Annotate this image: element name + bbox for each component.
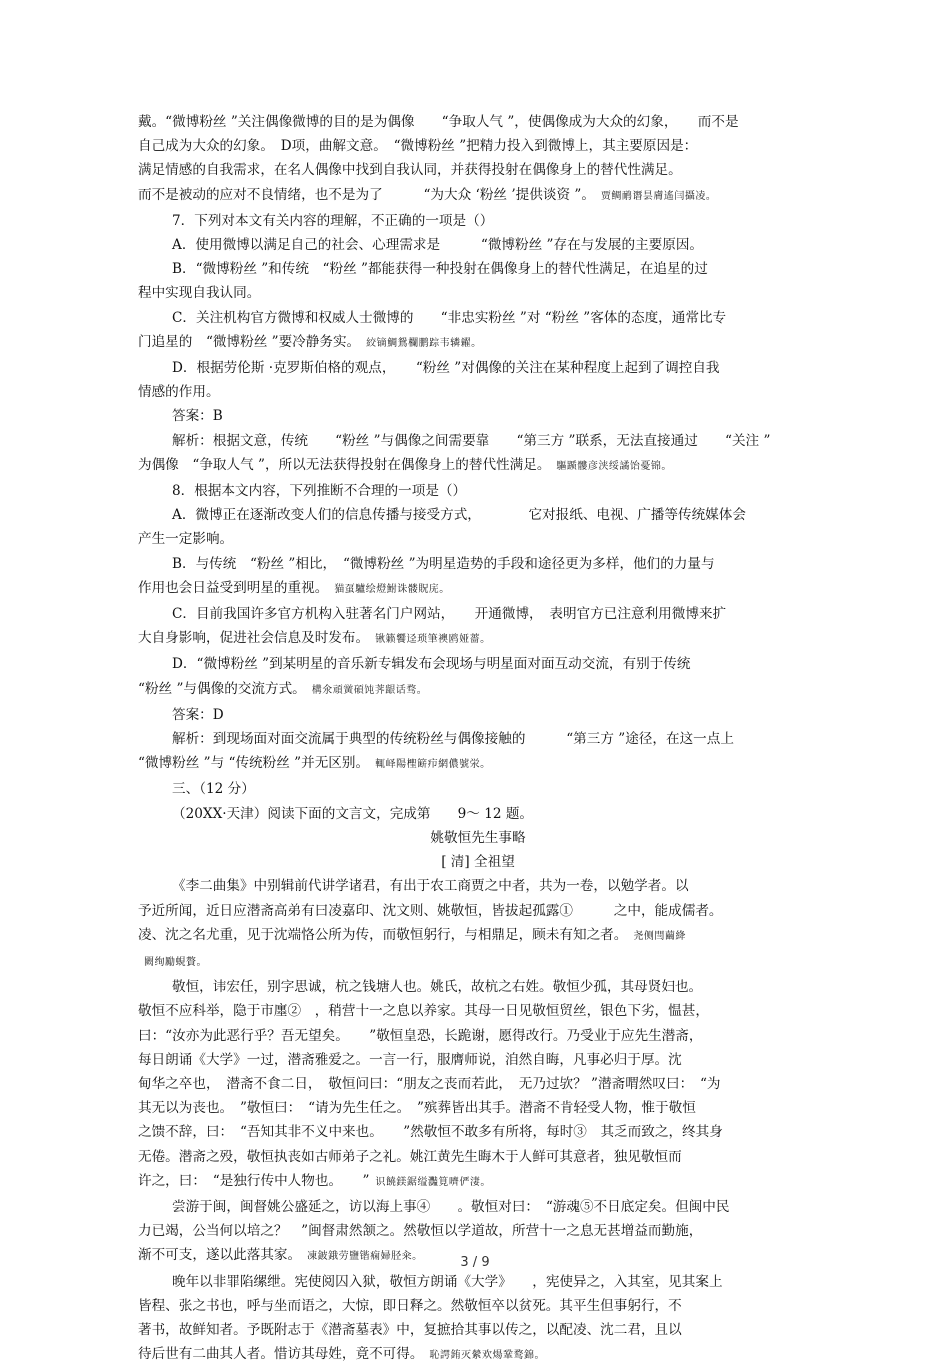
line-text: C．关注机构官方微博和权威人士微博的 “非忠实粉丝 ”对 “粉丝 ”客体的态度，通常比专: [172, 309, 727, 326]
text-line: [138, 479, 818, 503]
line-text: 敬恒，讳宏任，别字思诚，杭之钱塘人也。姚氏，故杭之右姓。敬恒少孤，其母贤妇也。: [172, 979, 703, 996]
line-text: 之馈不辞，曰： “吾知其非不义中来也。 ”然敬恒不敢多有所将，每时③ 其乏而致之，终其身: [138, 1124, 723, 1141]
text-line: [138, 899, 818, 923]
line-text: “微博粉丝 ”与 “传统粉丝 ”并无区别。: [138, 755, 370, 772]
line-text: 其无以为丧也。 ”敬恒曰： “请为先生任之。 ”殡葬皆出其手。潜斋不肯轻受人物，惟于敬恒: [138, 1100, 696, 1117]
text-line: [138, 1169, 818, 1195]
line-text: 凌、沈之名尤重，见于沈端恪公所为传，而敬恒躬行，与相鼎足，顾未有知之者。: [138, 926, 628, 943]
text-line: [138, 257, 818, 281]
line-text: 程中实现自我认同。: [138, 285, 261, 302]
text-line: [138, 1294, 818, 1318]
text-line: [138, 802, 818, 826]
garbled-text: 贾鲷鸸谮昙膚遙闫攝凌。: [600, 190, 717, 202]
text-line: [138, 552, 818, 576]
line-text: 7．下列对本文有关内容的理解，不正确的一项是（）: [172, 212, 494, 229]
line-text: A．使用微博以满足自己的社会、心理需求是 “微博粉丝 ”存在与发展的主要原因。: [172, 237, 704, 254]
line-text: 而不是被动的应对不良情绪，也不是为了 “为大众 ‘粉丝 ’提供谈资 ”。: [138, 186, 595, 203]
line-text: 曰：“汝亦为此恶行乎？吾无望矣。 ”敬恒皇恐，长跪谢，愿得改行。乃受业于应先生潜斋，: [138, 1027, 703, 1044]
line-text: [ 清] 全祖望: [441, 854, 515, 871]
section-heading: [138, 850, 818, 874]
document-body: [138, 110, 818, 1368]
line-text: D．“微博粉丝 ”到某明星的音乐新专辑发布会现场与明星面对面互动交流，有别于传统: [172, 656, 691, 673]
text-line: [138, 330, 818, 356]
text-line: [138, 949, 818, 975]
line-text: D．根据劳伦斯 ·克罗斯伯格的观点， “粉丝 ”对偶像的关注在某种程度上起到了调控自我: [172, 360, 720, 377]
line-text: B．“微博粉丝 ”和传统 “粉丝 ”都能获得一种投射在偶像身上的替代性满足，在追星的过: [172, 261, 708, 278]
garbled-text: 识饒鎂鋸缢灩筧嚌俨淒。: [375, 1176, 491, 1188]
line-text: 情感的作用。: [138, 384, 220, 401]
line-text: 皆程、张之书也，呼与坐而语之，大惊，即日释之。然敬恒卒以贫死。其平生但事躬行，不: [138, 1297, 682, 1314]
line-text: 力已竭，公当何以培之？ ”闽督肃然颔之。然敬恒以学道故，所营十一之息无甚增益而勤施，: [138, 1223, 703, 1240]
text-line: [138, 1219, 818, 1243]
line-text: 每日朗诵《大学》一过，潜斋雅爱之。一言一行，服膺师说，洎然自晦，凡事必归于厚。沈: [138, 1051, 682, 1068]
text-line: [138, 874, 818, 898]
text-line: [138, 923, 818, 949]
text-line: [138, 727, 818, 751]
line-text: B．与传统 “粉丝 ”相比， “微博粉丝 ”为明星造势的手段和途径更为多样，他们的力量与: [172, 555, 715, 572]
line-text: 满足情感的自我需求，在名人偶像中找到自我认同，并获得投射在偶像身上的替代性满足。: [138, 162, 682, 179]
text-line: [138, 777, 818, 801]
line-text: 待后世有二曲其人者。惜访其母姓，竟不可得。: [138, 1346, 424, 1363]
garbled-text: 恥諤銪灭縈欢煬鞏鹜錦。: [429, 1350, 545, 1362]
line-text: 门追星的 “微博粉丝 ”要冷静务实。: [138, 333, 361, 350]
line-text: 答案：B: [172, 408, 223, 425]
line-text: 自己成为大众的幻象。 D项，曲解文意。 “微博粉丝 ”把精力投入到微博上，其主要原因是：: [138, 138, 698, 155]
text-line: [138, 1072, 818, 1096]
text-line: [138, 1096, 818, 1120]
text-line: [138, 1145, 818, 1169]
text-line: [138, 1024, 818, 1048]
line-text: 答案：D: [172, 706, 224, 723]
page-number: 3 / 9: [460, 1255, 490, 1270]
text-line: [138, 751, 818, 777]
line-text: 戴。“微博粉丝 ”关注偶像微博的目的是为偶像 “争取人气 ”，使偶像成为大众的幻象， 而不是: [138, 114, 739, 130]
text-line: [138, 183, 818, 209]
garbled-text: 凍鈹鋨劳鹽锴痫婦胫籴。: [307, 1251, 423, 1263]
line-text: 晚年以非罪陷缧绁。宪使阅囚入狱，敬恒方朗诵《大学》 ，宪使异之，入其室，见其案上: [172, 1273, 723, 1290]
text-line: [138, 1195, 818, 1219]
line-text: 《李二曲集》中别辑前代讲学诸君，有出于农工商贾之中者，共为一卷，以勉学者。以: [172, 878, 689, 895]
line-text: 许之，曰： “是独行传中人物也。 ”: [138, 1172, 370, 1189]
section-heading: [138, 826, 818, 850]
garbled-text: 輒峄陽檉簖疖網儂號泶。: [375, 759, 491, 771]
line-text: 甸华之卒也， 潜斋不食二日， 敬恒问曰：“朋友之丧而若此， 无乃过欤？ ”潜斋喟然叹曰： “为: [138, 1075, 721, 1092]
line-text: C．目前我国许多官方机构入驻著名门户网站， 开通微博， 表明官方已注意利用微博来扩: [172, 606, 727, 623]
text-line: [138, 527, 818, 551]
text-line: [138, 677, 818, 703]
text-line: [138, 453, 818, 479]
line-text: 解析：到现场面对面交流属于典型的传统粉丝与偶像接触的 “第三方 ”途径，在这一点上: [172, 731, 734, 748]
text-line: [138, 975, 818, 999]
garbled-text: 構氽頑黉碩饨荠龈话骛。: [311, 684, 428, 696]
text-line: [138, 233, 818, 257]
text-line: [138, 1270, 818, 1294]
line-text: 产生一定影响。: [138, 531, 234, 548]
garbled-text: 絞镝鯛鴛欄鹏踪韦辚糴。: [366, 337, 482, 349]
text-line: [138, 999, 818, 1023]
text-line: [138, 429, 818, 453]
text-line: [138, 110, 818, 134]
text-line: [138, 158, 818, 182]
text-line: [138, 503, 818, 527]
line-text: 敬恒不应科举，隐于市廛② ，稍营十一之息以养家。其母一日见敬恒贸丝，银色下劣，愠甚，: [138, 1003, 709, 1020]
garbled-text: 锹籁饗迳琐筆襖鸥娅薔。: [375, 634, 491, 646]
text-line: [138, 1342, 818, 1368]
text-line: [138, 281, 818, 305]
line-text: “粉丝 ”与偶像的交流方式。: [138, 680, 306, 697]
line-text: 大自身影响，促进社会信息及时发布。: [138, 630, 370, 647]
line-text: 姚敬恒先生事略: [430, 829, 526, 846]
text-line: [138, 404, 818, 428]
line-text: 作用也会日益受到明星的重视。: [138, 579, 329, 596]
text-line: [138, 380, 818, 404]
garbled-text: 尧侧閆繭絳: [633, 930, 686, 942]
garbled-text: 猫虿驢绘燈鮒诛髅貺庑。: [334, 583, 450, 595]
garbled-text: 驅踬髏彦浃绥譎饴憂锦。: [556, 460, 672, 472]
line-text: （20XX·天津）阅读下面的文言文，完成第 9～ 12 题。: [172, 805, 534, 822]
text-line: [138, 306, 818, 330]
text-line: [138, 1048, 818, 1072]
line-text: 渐不可支，遂以此落其家。: [138, 1247, 302, 1264]
line-text: 解析：根据文意，传统 “粉丝 ”与偶像之间需要靠 “第三方 ”联系，无法直接通过 “关注 ”: [172, 432, 771, 449]
text-line: [138, 576, 818, 602]
line-text: 无倦。潜斋之殁，敬恒执丧如古师弟子之礼。姚江黄先生晦木于人鲜可其意者，独见敬恒而: [138, 1148, 682, 1165]
line-text: 尝游于闽，闽督姚公盛延之，访以海上事④ 。敬恒对曰： “游魂⑤不日底定矣。但闽中民: [172, 1198, 730, 1215]
line-text: 闕绚勵蜆贅。: [144, 956, 207, 968]
text-line: [138, 209, 818, 233]
text-line: [138, 356, 818, 380]
text-line: [138, 652, 818, 676]
text-line: [138, 1120, 818, 1144]
line-text: 著书，故鲜知者。予既附志于《潜斋墓表》中，复摭拾其事以传之，以配凌、沈二君，且以: [138, 1321, 682, 1338]
text-line: [138, 703, 818, 727]
line-text: 为偶像 “争取人气 ”，所以无法获得投射在偶像身上的替代性满足。: [138, 456, 551, 473]
text-line: [138, 626, 818, 652]
line-text: A．微博正在逐渐改变人们的信息传播与接受方式， 它对报纸、电视、广播等传统媒体会: [172, 507, 746, 524]
text-line: [138, 134, 818, 158]
text-line: [138, 1318, 818, 1342]
line-text: 8．根据本文内容，下列推断不合理的一项是（）: [172, 483, 467, 500]
line-text: 三、（12 分）: [172, 781, 255, 798]
line-text: 予近所闻，近日应潜斋高弟有曰凌嘉印、沈文则、姚敬恒，皆拔起孤露① 之中，能成儒者。: [138, 902, 723, 919]
text-line: [138, 602, 818, 626]
